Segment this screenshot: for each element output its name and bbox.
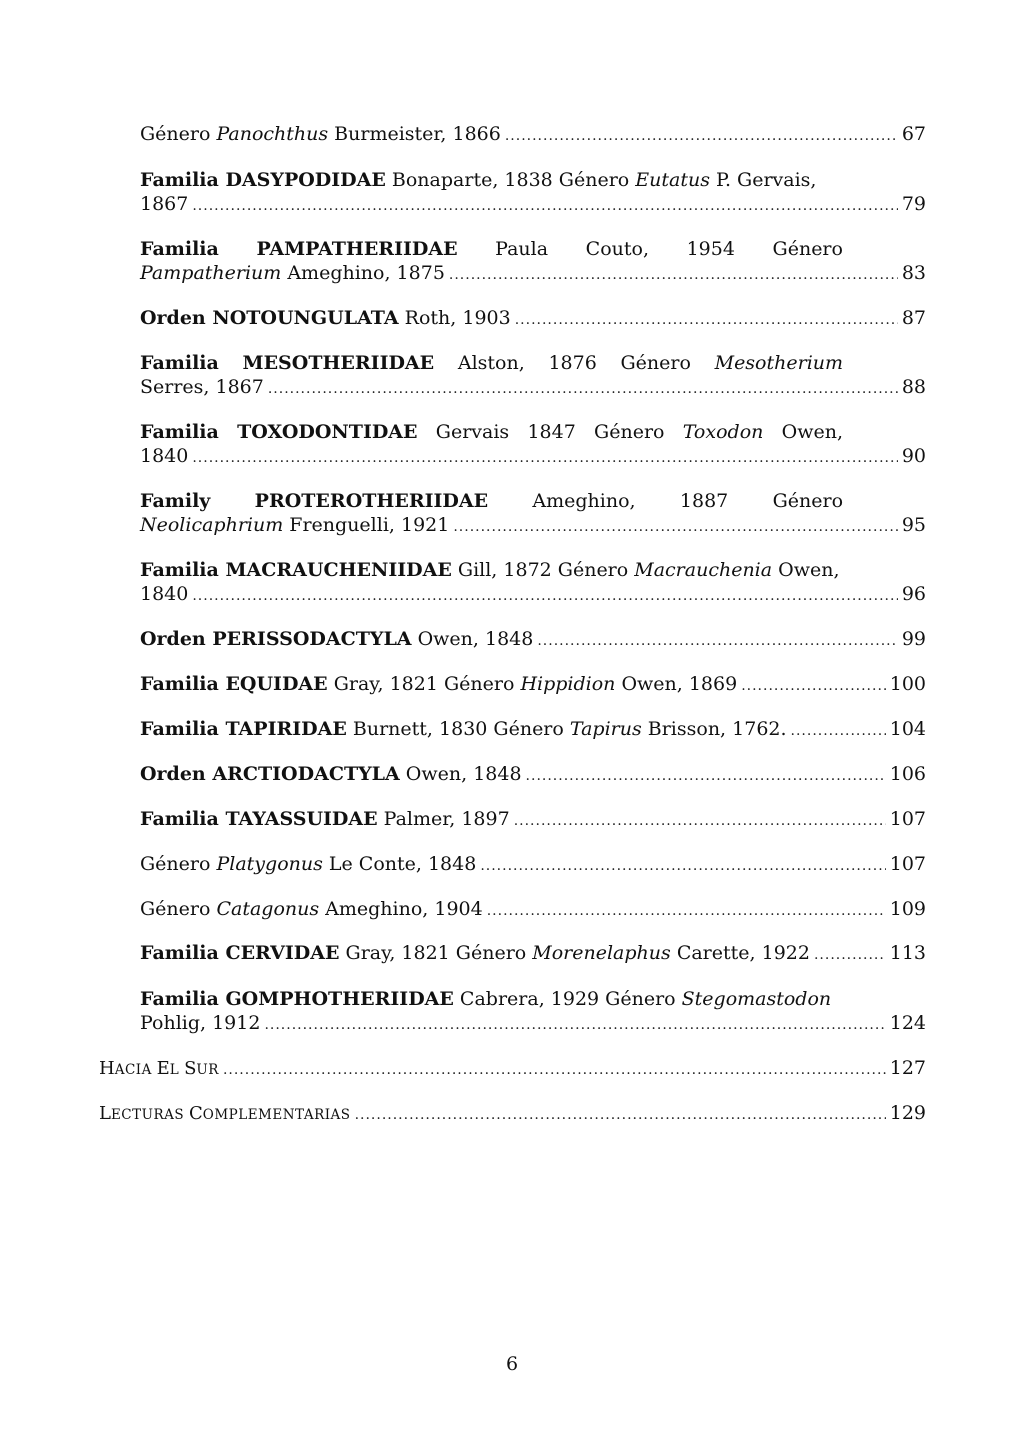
- page-ref: 87: [901, 307, 926, 329]
- toc-entry-cervidae[interactable]: Familia CERVIDAE Gray, 1821 Género Morenelaphus Carette, 1922 ..... 113: [140, 941, 926, 965]
- page-ref: 107: [889, 853, 926, 875]
- toc-entry-notoungulata[interactable]: Orden NOTOUNGULATA Roth, 1903 ..... 87: [140, 306, 926, 330]
- entry-line-1: Familia DASYPODIDAE Bonaparte, 1838 Género Eutatus P. Gervais,: [140, 169, 817, 191]
- page-ref: 109: [889, 898, 926, 920]
- page-ref: 113: [889, 942, 926, 964]
- toc-entry-perissodactyla[interactable]: Orden PERISSODACTYLA Owen, 1848 ..... 99: [140, 627, 926, 651]
- entry-line-2: 1840 ..... 90: [140, 444, 926, 468]
- entry-line-1: Familia TOXODONTIDAE Gervais 1847 Género Toxodon Owen,: [140, 421, 843, 443]
- toc-entry-pampatheriidae[interactable]: [140, 237, 926, 285]
- leader-dots: [268, 377, 898, 401]
- page-ref: 95: [901, 514, 926, 536]
- toc-entry-catagonus[interactable]: Género Catagonus Ameghino, 1904 ..... 109: [140, 897, 926, 921]
- leader-dots: [791, 719, 886, 743]
- page-ref: 129: [889, 1102, 926, 1124]
- leader-dots: [192, 194, 897, 218]
- leader-dots: [453, 515, 897, 539]
- entry-line-2: 1840 ..... 96: [140, 582, 926, 606]
- leader-dots: [264, 1013, 885, 1037]
- toc-entry-toxodontidae[interactable]: [140, 420, 926, 468]
- entry-line-2: Pampatherium Ameghino, 1875 ..... 83: [140, 261, 926, 285]
- toc-entry-proterotheriidae[interactable]: [140, 489, 926, 537]
- entry-line-1: Familia GOMPHOTHERIIDAE Cabrera, 1929 Género Stegomastodon: [140, 988, 832, 1010]
- leader-dots: [223, 1058, 886, 1082]
- page-ref: 83: [901, 262, 926, 284]
- toc-entry-tayassuidae[interactable]: Familia TAYASSUIDAE Palmer, 1897 ..... 107: [140, 807, 926, 831]
- toc-entry-platygonus[interactable]: Género Platygonus Le Conte, 1848 ..... 107: [140, 852, 926, 876]
- page-ref: 90: [901, 445, 926, 467]
- leader-dots: [487, 899, 886, 923]
- entry-line-2: Pohlig, 1912 ..... 124: [140, 1011, 926, 1035]
- section-title: HACIA EL SUR: [99, 1058, 219, 1079]
- page-ref: 96: [901, 583, 926, 605]
- page-ref: 99: [901, 628, 926, 650]
- page-ref: 127: [889, 1057, 926, 1079]
- leader-dots: [741, 674, 886, 698]
- toc-entry-gomphotheriidae[interactable]: [140, 987, 926, 1035]
- leader-dots: [355, 1103, 886, 1127]
- leader-dots: [515, 308, 898, 332]
- toc-entry-dasypodidae[interactable]: [140, 168, 926, 216]
- entry-line-1: Familia MACRAUCHENIIDAE Gill, 1872 Género Macrauchenia Owen,: [140, 559, 840, 581]
- toc-entry-equidae[interactable]: Familia EQUIDAE Gray, 1821 Género Hippidion Owen, 1869 ..... 100: [140, 672, 926, 696]
- page-ref: 88: [901, 376, 926, 398]
- toc-entry-mesotheriidae[interactable]: [140, 351, 926, 399]
- leader-dots: [192, 446, 897, 470]
- leader-dots: [192, 584, 897, 608]
- leader-dots: [526, 764, 886, 788]
- entry-line-2: 1867 ..... 79: [140, 192, 926, 216]
- toc-entry-lecturas-complementarias[interactable]: [99, 1101, 926, 1125]
- page-ref: 106: [889, 763, 926, 785]
- leader-dots: [814, 943, 886, 967]
- toc-entry-arctiodactyla[interactable]: Orden ARCTIODACTYLA Owen, 1848 ..... 106: [140, 762, 926, 786]
- entry-line-1: Familia PAMPATHERIIDAE Paula Couto, 1954 Género: [140, 238, 843, 260]
- entry-text: Género Panochthus Burmeister, 1866: [140, 123, 501, 145]
- section-title: LECTURAS COMPLEMENTARIAS: [99, 1103, 351, 1124]
- leader-dots: [514, 809, 886, 833]
- toc-entry-panochthus[interactable]: [140, 122, 926, 146]
- toc-entry-tapiridae[interactable]: Familia TAPIRIDAE Burnett, 1830 Género Tapirus Brisson, 1762. ..... 104: [140, 717, 926, 741]
- page-ref: 107: [889, 808, 926, 830]
- page-ref: 79: [901, 193, 926, 215]
- page-ref: 104: [889, 718, 926, 740]
- page-ref: 124: [889, 1012, 926, 1034]
- toc-entry-macraucheniidae[interactable]: [140, 558, 926, 606]
- entry-line-1: Family PROTEROTHERIIDAE Ameghino, 1887 Género: [140, 490, 844, 512]
- page-number: 6: [505, 1353, 519, 1375]
- entry-line-1: Familia MESOTHERIIDAE Alston, 1876 Género Mesotherium: [140, 352, 844, 374]
- leader-dots: [505, 124, 898, 148]
- page-ref: 100: [889, 673, 926, 695]
- leader-dots: [449, 263, 898, 287]
- page-ref: 67: [901, 123, 926, 145]
- entry-line-2: Neolicaphrium Frenguelli, 1921 ..... 95: [140, 513, 926, 537]
- leader-dots: [537, 629, 897, 653]
- entry-line-2: Serres, 1867 ..... 88: [140, 375, 926, 399]
- toc-entry-hacia-el-sur[interactable]: [99, 1056, 926, 1080]
- leader-dots: [480, 854, 885, 878]
